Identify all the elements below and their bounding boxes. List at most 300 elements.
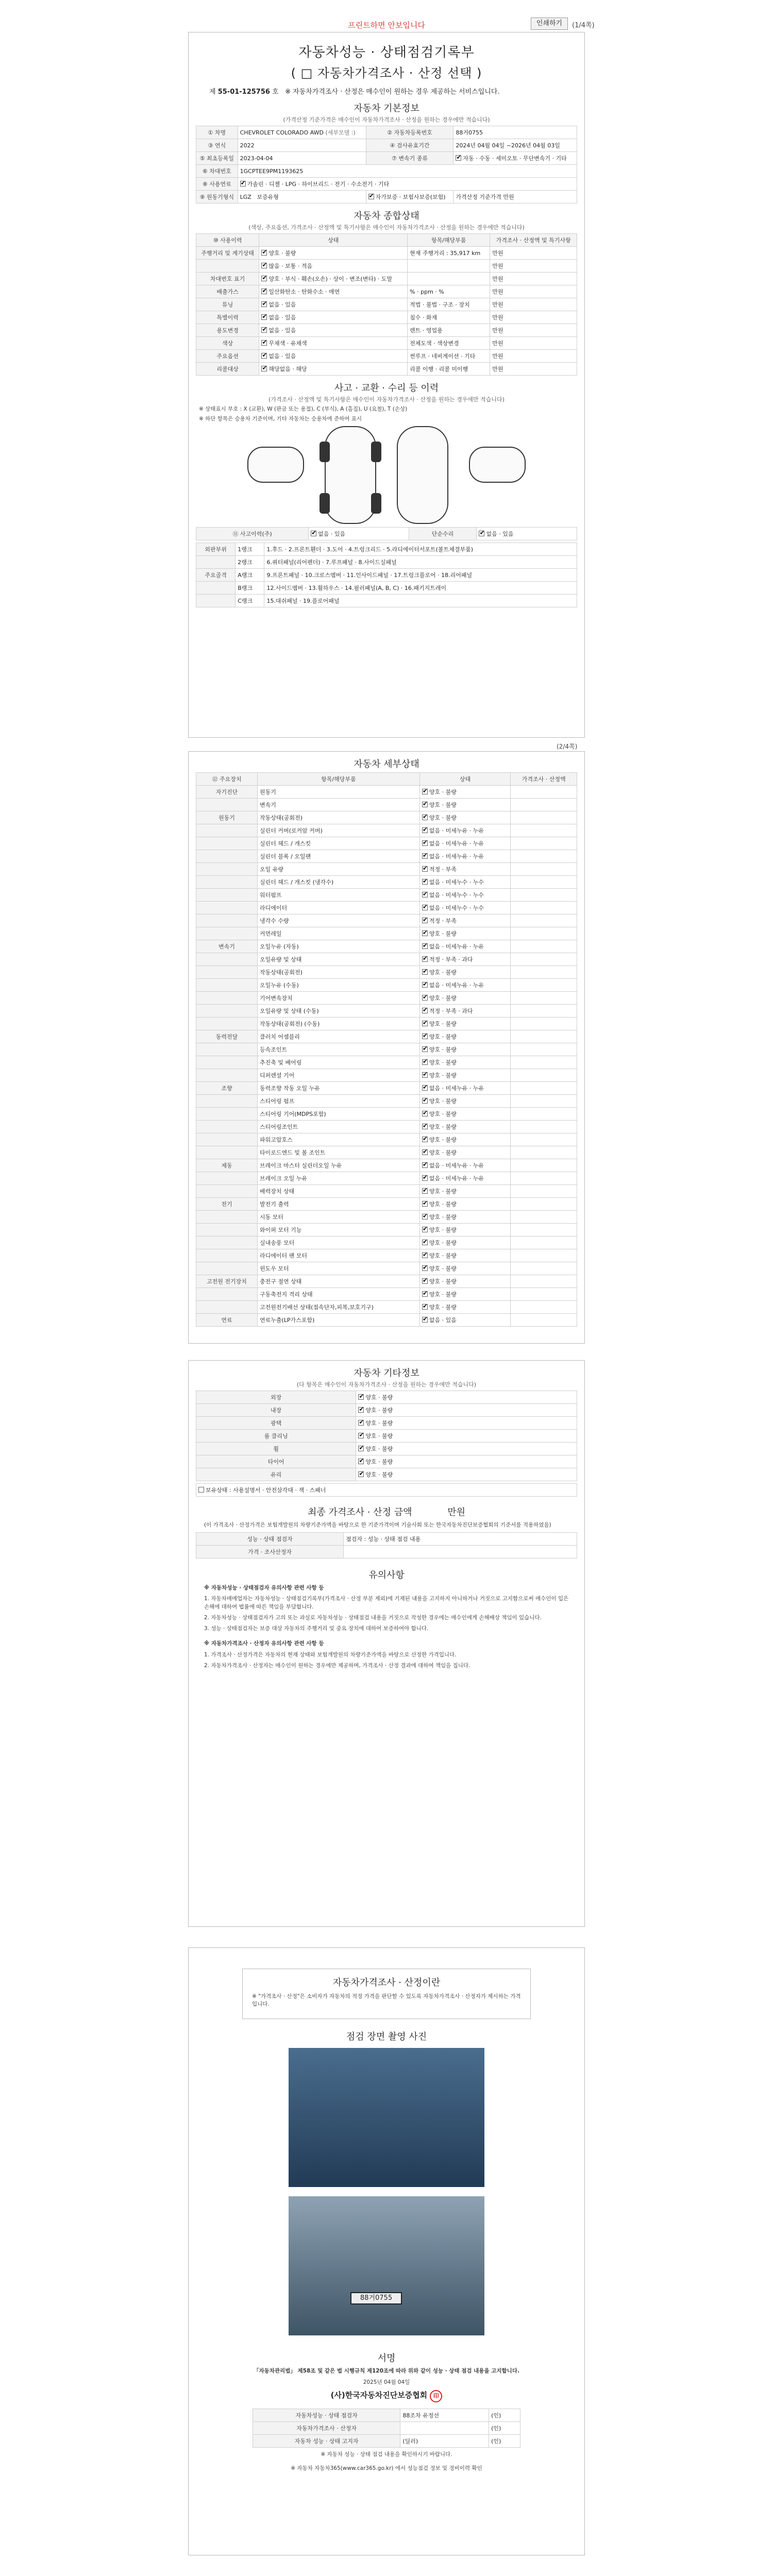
- summary-state: [259, 324, 408, 337]
- detail-state: [419, 889, 511, 902]
- checkbox: [422, 827, 428, 833]
- summary-item: [408, 363, 490, 376]
- sign-org: [189, 2389, 584, 2402]
- summary-price-text: 만원: [492, 340, 503, 347]
- table-row: [196, 876, 577, 889]
- detail-group: [196, 1224, 258, 1236]
- checkbox: [422, 1201, 428, 1207]
- detail-state: [419, 1018, 511, 1030]
- checkbox: [422, 1317, 428, 1323]
- checkbox: [422, 853, 428, 859]
- table-row: [196, 1249, 577, 1262]
- detail-item-text: 오일유량 및 상태: [259, 956, 302, 963]
- detail-group: [196, 1314, 258, 1327]
- detail-state-text: 없음 · 미세누유 · 누유: [429, 1175, 484, 1182]
- detail-price: [511, 1030, 577, 1043]
- summary-state: [259, 311, 408, 324]
- basic-label: ① 차명: [196, 126, 238, 139]
- detail-item-text: 원동기: [259, 789, 276, 795]
- detail-price: [511, 1121, 577, 1133]
- parts-items-text: 9.프론트패널 · 10.크로스멤버 · 11.인사이드패널 · 17.트렁크플로어 · 18.리어패널: [266, 572, 473, 579]
- detail-state: [419, 1301, 511, 1314]
- summary-price: [490, 324, 577, 337]
- detail-item: [257, 1224, 419, 1236]
- notice-para: 2. 자동차가격조사 · 산정자는 매수인이 원하는 경우에만 제공하며, 가격조사 · 산정 결과에 대하여 책임을 집니다.: [204, 1662, 470, 1669]
- checkbox: [422, 1214, 428, 1219]
- detail-group-text: 동력전달: [215, 1033, 238, 1040]
- table-row: [196, 1133, 577, 1146]
- table-row: [196, 1069, 577, 1082]
- checkbox: [456, 155, 461, 161]
- sign-label: [253, 2409, 400, 2421]
- table-row: [196, 824, 577, 837]
- person-value: 점검자 : 성능 · 상태 점검 내용: [344, 1533, 577, 1546]
- detail-state-text: 없음 · 미세누수 · 누수: [429, 905, 484, 911]
- detail-item: [257, 1030, 419, 1043]
- sign-law: 「자동차관리법」 제58조 및 같은 법 시행규칙 제120조에 따라 위와 같이 성능 · 상태 점검 내용을 고지합니다.: [254, 2368, 519, 2375]
- detail-item: [257, 863, 419, 876]
- table-row: [196, 1005, 577, 1018]
- detail-group: [196, 1095, 258, 1108]
- detail-group: [196, 799, 258, 811]
- detail-price: [511, 1185, 577, 1198]
- summary-item: [408, 298, 490, 311]
- table-row: [196, 837, 577, 850]
- table-row: [196, 1172, 577, 1185]
- summary-state-text: 많음 · 보통 · 적음: [268, 263, 313, 269]
- detail-group: [196, 1005, 258, 1018]
- detail-price: [511, 863, 577, 876]
- price-info-desc: ※ "가격조사 · 산정"은 소비자가 자동차의 적정 가격을 판단할 수 있도록 자동차가격조사 · 산정자가 제시하는 가격입니다.: [252, 1993, 521, 2008]
- summary-item-text: 렌트 · 영업용: [410, 327, 443, 334]
- basic-title: 자동차 기본정보: [354, 103, 419, 114]
- detail-price: [511, 940, 577, 953]
- detail-item-text: 실내송풍 모터: [259, 1240, 295, 1246]
- summary-label: [196, 260, 259, 273]
- detail-state: [419, 1314, 511, 1327]
- detail-state-text: 양호 · 불량: [429, 1072, 457, 1079]
- detail-item: [257, 1185, 419, 1198]
- sign-mark-text: (인): [491, 2412, 501, 2419]
- detail-item-text: 작동상태(공회전) (수동): [259, 1021, 320, 1027]
- sign-label: [253, 2434, 400, 2447]
- page-1: [188, 32, 585, 738]
- detail-item-text: 실린더 헤드 / 개스킷 (냉각수): [259, 879, 334, 886]
- repair-value-text: 양호 · 불량: [365, 1459, 393, 1465]
- inspection-photo-front: [289, 2048, 484, 2187]
- detail-price: [511, 824, 577, 837]
- table-row: [196, 799, 577, 811]
- detail-item: [257, 811, 419, 824]
- detail-group: [196, 940, 258, 953]
- detail-state-text: 양호 · 불량: [429, 969, 457, 976]
- detail-group-text: 고전원 전기장치: [207, 1278, 247, 1285]
- detail-group-text: 원동기: [219, 815, 235, 821]
- table-row: [196, 1443, 577, 1455]
- detail-item-text: 시동 모터: [259, 1214, 283, 1221]
- summary-label-text: 배출가스: [216, 289, 239, 295]
- detail-item-text: 라디에이터 팬 모터: [259, 1252, 307, 1259]
- detail-state: [419, 1095, 511, 1108]
- summary-label: [196, 273, 259, 285]
- checkbox: [422, 802, 428, 807]
- summary-label: [196, 247, 259, 260]
- car-top-view: [325, 426, 376, 524]
- detail-group-text: 연료: [221, 1317, 232, 1324]
- basic-label: ⑤ 최초등록일: [196, 152, 238, 165]
- repair-label: 단순수리: [409, 528, 477, 540]
- checkbox: [261, 314, 267, 320]
- detail-group: [196, 1030, 258, 1043]
- table-row: [196, 902, 577, 914]
- persons-table: [196, 1532, 577, 1558]
- detail-item-text: 오일누유 (자동): [259, 943, 299, 950]
- parts-group: [196, 556, 236, 569]
- checkbox: [198, 1487, 204, 1493]
- detail-state-text: 적정 · 부족: [429, 866, 457, 873]
- summary-item: [408, 311, 490, 324]
- summary-label-text: 주행거리 및 계기상태: [201, 250, 254, 257]
- detail-item-text: 작동상태(공회전): [259, 969, 303, 976]
- doc-number-line: [209, 86, 584, 96]
- checkbox: [422, 1240, 428, 1245]
- checkbox: [422, 982, 428, 988]
- sign-value: [400, 2409, 489, 2421]
- repair-value-text: 양호 · 불량: [365, 1407, 393, 1414]
- table-row: [253, 2421, 520, 2434]
- summary-item-text: 전체도색 · 색상변경: [410, 340, 459, 347]
- detail-group: [196, 1288, 258, 1301]
- parts-rank-text: B랭크: [238, 585, 253, 592]
- summary-price-text: 만원: [492, 250, 503, 257]
- summary-note: (색상, 주요옵션, 가격조사 · 산정액 및 특기사항은 매수인이 자동차가격조사 · 산정을 원하는 경우에만 적습니다): [248, 224, 525, 231]
- checkbox: [261, 366, 267, 371]
- parts-items-text: 6.쿼터패널(리어펜더) · 7.루프패널 · 8.사이드실패널: [266, 559, 397, 566]
- detail-item-text: 스티어링조인트: [259, 1124, 298, 1130]
- checkbox: [358, 1433, 364, 1438]
- detail-item-text: 워터펌프: [259, 892, 282, 899]
- detail-state-text: 양호 · 불량: [429, 1021, 457, 1027]
- detail-item-text: 작동상태(공회전): [259, 815, 303, 821]
- detail-item-text: 연료누출(LP가스포함): [259, 1317, 315, 1324]
- table-row: [196, 1288, 577, 1301]
- parts-items: [264, 556, 577, 569]
- detail-price: [511, 1301, 577, 1314]
- table-row: [196, 1056, 577, 1069]
- table-row: [196, 363, 577, 376]
- repair-label-text: 유리: [271, 1471, 282, 1478]
- checkbox: [261, 263, 267, 268]
- checkbox: [422, 1059, 428, 1065]
- summary-state: [259, 247, 408, 260]
- detail-state-text: 없음 · 미세누유 · 누유: [429, 1162, 484, 1169]
- summary-title: 자동차 종합상태: [354, 211, 419, 222]
- repair-label: [196, 1468, 356, 1481]
- detail-item: [257, 1082, 419, 1095]
- detail-group: [196, 1043, 258, 1056]
- detail-item-text: 발전기 출력: [259, 1201, 289, 1208]
- accident-cell: [309, 528, 409, 540]
- basic-table: [196, 126, 577, 204]
- detail-state: [419, 914, 511, 927]
- detail-item-text: 추진축 및 베어링: [259, 1059, 302, 1066]
- summary-item: [408, 350, 490, 363]
- detail-state: [419, 1275, 511, 1288]
- detail-group: [196, 824, 258, 837]
- detail-group: [196, 966, 258, 979]
- summary-label: [196, 363, 259, 376]
- accident-legend-2: ※ 하단 항목은 승용차 기준이며, 기타 자동차는 승용차에 준하여 표시: [199, 416, 362, 422]
- repair-label: [196, 1455, 356, 1468]
- detail-item: [257, 1133, 419, 1146]
- detail-state: [419, 786, 511, 799]
- detail-state-text: 양호 · 불량: [429, 1137, 457, 1143]
- car-side-right-view: [469, 447, 526, 483]
- detail-price: [511, 1159, 577, 1172]
- basic-items-cell: [196, 1484, 577, 1497]
- table-row: [196, 1185, 577, 1198]
- parts-items-text: 15.대쉬패널 · 19.플로어패널: [266, 598, 340, 605]
- detail-group: [196, 1301, 258, 1314]
- detail-group-text: 전기: [221, 1201, 232, 1208]
- table-row: [196, 850, 577, 863]
- checkbox: [422, 840, 428, 846]
- repair-value-text: 양호 · 불량: [365, 1446, 393, 1452]
- detail-state-text: 양호 · 불량: [429, 1252, 457, 1259]
- detail-item: [257, 786, 419, 799]
- table-row: [196, 914, 577, 927]
- wheel-shape: [320, 442, 330, 462]
- checkbox: [422, 1188, 428, 1194]
- summary-price-text: 만원: [492, 289, 503, 295]
- sign-bottom: ※ 자동차 자동차365(www.car365.go.kr) 에서 성능점검 정보 및 정비이력 확인: [291, 2465, 482, 2472]
- table-row: [196, 811, 577, 824]
- detail-state: [419, 1236, 511, 1249]
- parts-rank: [236, 582, 264, 595]
- table-row: [196, 260, 577, 273]
- detail-state-text: 양호 · 불량: [429, 995, 457, 1002]
- repair-value-text: 양호 · 불량: [365, 1394, 393, 1401]
- basic-label: ⑦ 변속기 종류: [366, 152, 453, 165]
- notice-para: 3. 성능 · 상태점검자는 보증 대상 자동차의 주행거리 및 중요 장치에 대하여 보증하여야 합니다.: [204, 1625, 429, 1632]
- fuel-cell: [238, 178, 577, 191]
- warranty-label: 보증유형: [257, 194, 279, 200]
- summary-state: [259, 298, 408, 311]
- detail-title: 자동차 세부상태: [354, 759, 419, 770]
- summary-state-text: 없음 · 있음: [268, 327, 296, 334]
- summary-price-text: 만원: [492, 276, 503, 282]
- detail-price: [511, 979, 577, 992]
- detail-group: [196, 1249, 258, 1262]
- detail-group: [196, 1056, 258, 1069]
- detail-group: [196, 914, 258, 927]
- detail-item: [257, 902, 419, 914]
- print-button[interactable]: 인쇄하기: [531, 18, 568, 30]
- col-header: 상태: [419, 773, 511, 786]
- checkbox: [422, 1072, 428, 1078]
- checkbox: [422, 892, 428, 897]
- detail-state: [419, 1288, 511, 1301]
- detail-state: [419, 992, 511, 1005]
- summary-item-text: 적법 · 불법 · 구조 · 장치: [410, 301, 470, 308]
- sign-mark: [489, 2409, 520, 2421]
- basic-label: ③ 연식: [196, 139, 238, 152]
- warranty-cell: [366, 191, 453, 204]
- detail-state-text: 양호 · 불량: [429, 1278, 457, 1285]
- detail-state-text: 양호 · 불량: [429, 1124, 457, 1130]
- sign-mark-text: (인): [491, 2425, 501, 2432]
- summary-price-text: 만원: [492, 263, 503, 269]
- engine-type: LGZ: [240, 194, 251, 200]
- detail-price: [511, 1018, 577, 1030]
- detail-group: [196, 1172, 258, 1185]
- other-note: (다 항목은 매수인이 자동차가격조사 · 산정을 원하는 경우에만 적습니다): [296, 1381, 477, 1388]
- detail-item: [257, 1069, 419, 1082]
- fuel-value: 가솔린 · 디젤 · LPG · 하이브리드 · 전기 · 수소전기 · 기타: [247, 181, 390, 188]
- detail-item-text: 스티어링 기어(MDPS포함): [259, 1111, 326, 1117]
- detail-price: [511, 811, 577, 824]
- detail-item: [257, 1095, 419, 1108]
- table-row: [196, 1455, 577, 1468]
- summary-label-text: 색상: [222, 340, 233, 347]
- detail-state-text: 없음 · 미세누유 · 누유: [429, 827, 484, 834]
- detail-group: [196, 1198, 258, 1211]
- repair-label-text: 외장: [271, 1394, 282, 1401]
- detail-group: [196, 850, 258, 863]
- detail-state-text: 양호 · 불량: [429, 1059, 457, 1066]
- detail-state-text: 적정 · 부족: [429, 918, 457, 924]
- parts-group: [196, 595, 236, 607]
- repair-label-text: 광택: [271, 1420, 282, 1427]
- detail-item: [257, 876, 419, 889]
- doc-no: 55-01-125756: [217, 88, 270, 96]
- checkbox: [422, 1137, 428, 1142]
- accident-title: 사고 · 교환 · 수리 등 이력: [334, 383, 439, 394]
- detail-state-text: 양호 · 불량: [429, 1098, 457, 1105]
- detail-item-text: 브레이크 마스터 실린더오일 누유: [259, 1162, 342, 1169]
- warranty-value: 자가보증 · 보험사보증(보험): [375, 194, 446, 200]
- col-header: ⑫ 주요장치: [196, 773, 258, 786]
- detail-item-text: 오일 유량: [259, 866, 283, 873]
- detail-item: [257, 953, 419, 966]
- checkbox: [422, 1021, 428, 1026]
- col-header: 상태: [259, 234, 408, 247]
- detail-group: [196, 837, 258, 850]
- repair-label-text: 휠: [273, 1446, 279, 1452]
- detail-item-text: 파워고압호스: [259, 1137, 293, 1143]
- col-header: 가격조사 · 산정액 및 특기사항: [490, 234, 577, 247]
- table-row: [196, 273, 577, 285]
- table-row: [196, 1468, 577, 1481]
- checkbox: [368, 194, 374, 199]
- inspection-photo-rear: [289, 2196, 484, 2335]
- summary-price: [490, 298, 577, 311]
- detail-group: [196, 1262, 258, 1275]
- license-plate: 88거0755: [350, 2292, 402, 2304]
- detail-item: [257, 1159, 419, 1172]
- summary-label-text: 튜닝: [222, 301, 233, 308]
- table-row: [196, 1159, 577, 1172]
- repair-label-text: 룸 클리닝: [264, 1433, 288, 1439]
- repair-label: [196, 1443, 356, 1455]
- summary-label: [196, 298, 259, 311]
- detail-group: [196, 811, 258, 824]
- detail-item: [257, 1275, 419, 1288]
- basic-label: ⑨ 원동기형식: [196, 191, 238, 204]
- summary-state-text: 양호 · 부식 · 훼손(오손) · 상이 · 변조(변타) · 도말: [268, 276, 392, 282]
- summary-state-text: 양호 · 불량: [268, 250, 296, 257]
- detail-price: [511, 1275, 577, 1288]
- detail-price: [511, 902, 577, 914]
- checkbox: [422, 1291, 428, 1297]
- detail-state-text: 없음 · 미세누유 · 누유: [429, 853, 484, 860]
- detail-price: [511, 1262, 577, 1275]
- detail-item-text: 동력조향 작동 오일 누유: [259, 1085, 320, 1092]
- detail-price: [511, 786, 577, 799]
- table-row: [196, 966, 577, 979]
- price-info-title: 자동차가격조사 · 산정이란: [332, 1977, 441, 1988]
- page-2: [188, 751, 585, 1344]
- car-underside-view: [397, 426, 448, 524]
- first-reg-date: 2023-04-04: [238, 152, 366, 165]
- detail-item-text: 구동축전지 격리 상태: [259, 1291, 313, 1298]
- detail-state-text: 양호 · 불량: [429, 789, 457, 795]
- detail-item-text: 실린더 커버(로커암 커버): [259, 827, 323, 834]
- detail-item: [257, 850, 419, 863]
- checkbox: [422, 1085, 428, 1091]
- table-row: [196, 1404, 577, 1417]
- detail-state-text: 양호 · 불량: [429, 1291, 457, 1298]
- detail-state-text: 양호 · 불량: [429, 1149, 457, 1156]
- parts-group-text: 주요골격: [205, 572, 227, 579]
- checkbox: [422, 930, 428, 936]
- accident-table: [196, 527, 577, 540]
- detail-state: [419, 1159, 511, 1172]
- checkbox: [422, 956, 428, 962]
- detail-state-text: 없음 · 미세누유 · 누유: [429, 840, 484, 847]
- sign-label: [253, 2421, 400, 2434]
- detail-group: [196, 979, 258, 992]
- detail-state: [419, 1133, 511, 1146]
- checkbox: [358, 1394, 364, 1400]
- detail-state: [419, 953, 511, 966]
- summary-label-text: 차대번호 표기: [210, 276, 245, 282]
- detail-item-text: 오일누유 (수동): [259, 982, 299, 989]
- detail-state-text: 양호 · 불량: [429, 1265, 457, 1272]
- sign-label-text: 자동차 성능 · 상태 고지자: [294, 2437, 359, 2445]
- detail-state: [419, 1146, 511, 1159]
- detail-price: [511, 1314, 577, 1327]
- notice-para: 1. 자동차매매업자는 자동차성능 · 상태점검기록부(가격조사 · 산정 부분 제외)에 기재된 내용을 고지하지 아니하거나 거짓으로 고지함으로써 매수인이 입은 손해에 대하여 법률에 따른 책임을 부담합니다.: [204, 1596, 569, 1610]
- checkbox: [422, 1304, 428, 1310]
- page-label: (1/4쪽): [572, 22, 595, 29]
- checkbox: [422, 943, 428, 949]
- summary-state-text: 일산화탄소 · 탄화수소 · 매연: [268, 289, 340, 295]
- checkbox: [358, 1446, 364, 1451]
- detail-item: [257, 1005, 419, 1018]
- detail-group-text: 자기진단: [215, 789, 238, 795]
- detail-item-text: 클러치 어셈블리: [259, 1033, 300, 1040]
- repair-label: [196, 1430, 356, 1443]
- detail-price: [511, 1288, 577, 1301]
- detail-state: [419, 1005, 511, 1018]
- checkbox: [261, 289, 267, 294]
- detail-item: [257, 927, 419, 940]
- summary-state-text: 무채색 · 유채색: [268, 340, 307, 347]
- table-row: [196, 889, 577, 902]
- detail-group: [196, 1236, 258, 1249]
- detail-item: [257, 1172, 419, 1185]
